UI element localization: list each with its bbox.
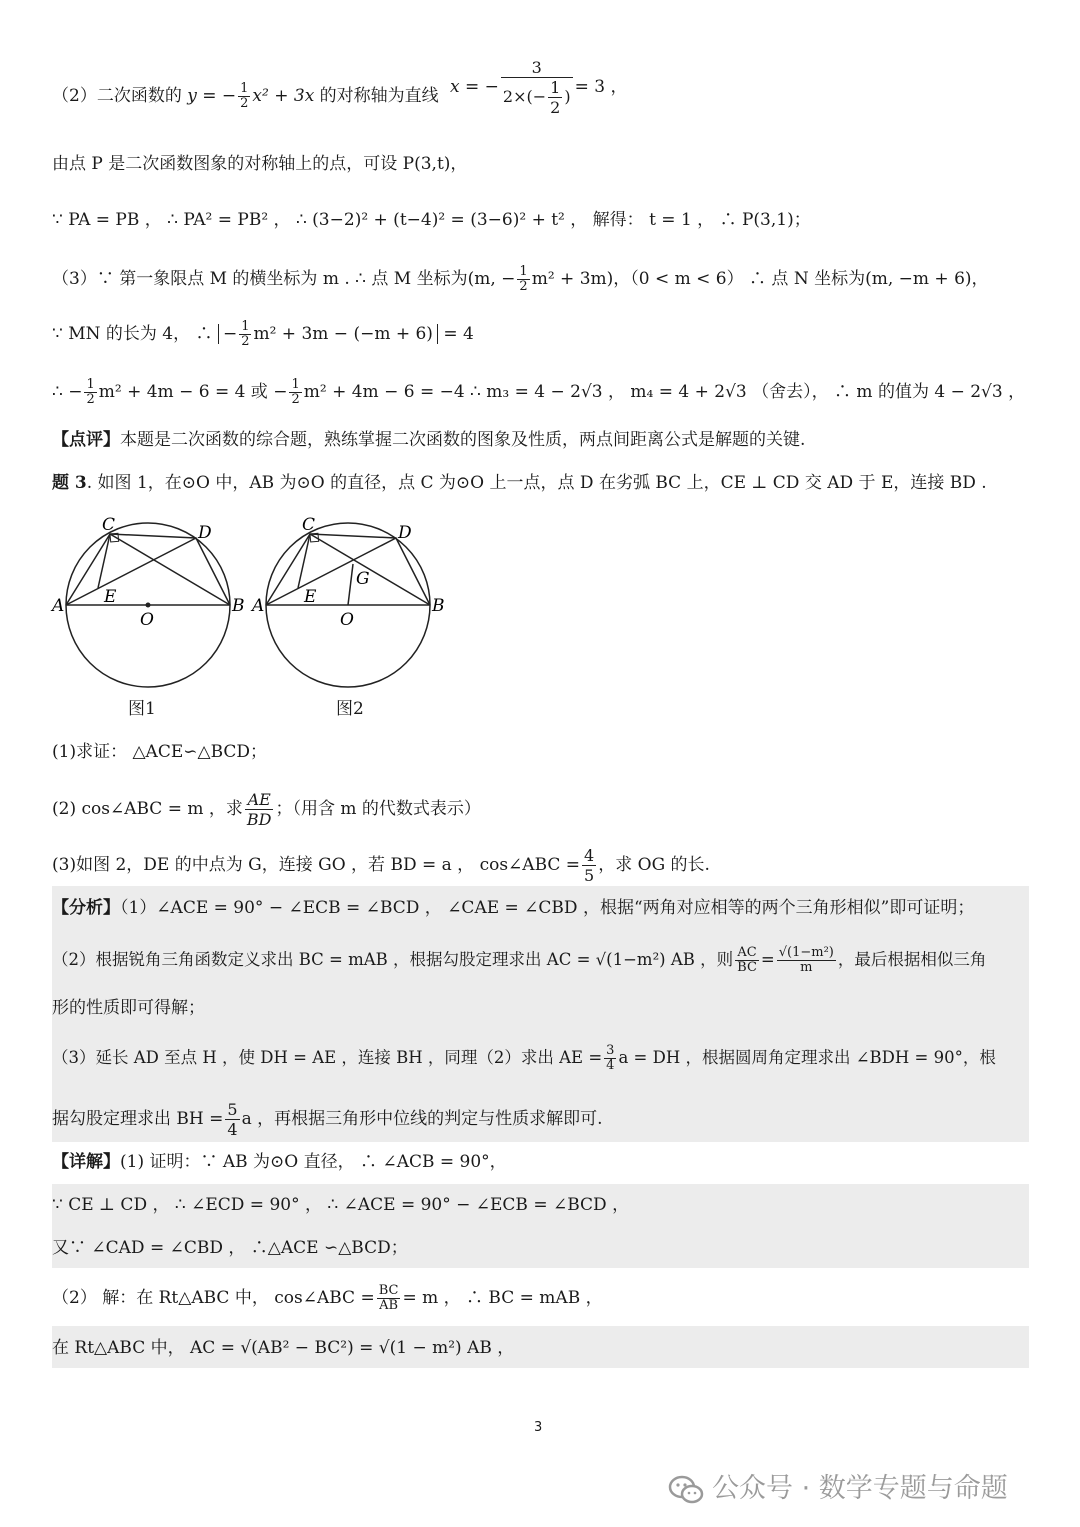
fraction: $\frac{BC}{AB}$: [378, 1283, 399, 1313]
comment-line: 【点评】本题是二次函数的综合题，熟练掌握二次函数的图象及性质，两点间距离公式是解题的关键.: [52, 430, 806, 450]
svg-text:A: A: [52, 596, 65, 616]
fraction: $\frac{1}{2}$: [86, 377, 95, 407]
analysis-line5: 据勾股定理求出 BH = $\frac{5}{4}$ a ，再根据三角形中位线的判定与性质求解即可.: [52, 1100, 603, 1139]
fraction: $\frac{1}{2}$: [241, 319, 250, 349]
sec3-line1: （3）∵ 第一象限点 M 的横坐标为 m . ∴ 点 M 坐标为(m, − $\frac{1}{2}$ m² + 3m)，（0 < m < 6） ∴ 点 N 坐标为(m, −m + 6)，: [52, 264, 989, 294]
svg-text:O: O: [140, 610, 154, 630]
fraction: $\frac{AE}{BD}$: [246, 790, 272, 829]
analysis-line1: 【分析】（1）∠ACE = 90° − ∠ECB = ∠BCD ， ∠CAE = ∠CBD ，根据“两角对应相等的两个三角形相似”即可证明；: [52, 898, 975, 918]
svg-text:B: B: [432, 596, 445, 616]
segment-ce: [298, 534, 310, 588]
svg-text:C: C: [102, 515, 116, 535]
detail-line2: ∵ CE ⊥ CD ， ∴ ∠ECD = 90° ， ∴ ∠ACE = 90° − ∠ECB = ∠BCD ，: [52, 1195, 630, 1215]
svg-text:O: O: [340, 610, 354, 630]
svg-text:E: E: [304, 587, 317, 607]
svg-text:D: D: [198, 523, 212, 543]
fraction: $\frac{AC}{BC}$: [737, 945, 757, 975]
quad-acdb: [66, 534, 230, 605]
svg-text:B: B: [232, 596, 245, 616]
fraction: $\frac{3}{4}$: [606, 1043, 615, 1073]
quad-acdb: [266, 534, 430, 605]
detail-line3: 又∵ ∠CAD = ∠CBD ， ∴△ACE ∽△BCD；: [52, 1238, 408, 1258]
fraction: $\frac{4}{5}$: [584, 846, 595, 885]
figure-2-caption: 图2: [336, 699, 364, 719]
watermark: 公众号 · 数学专题与命题: [668, 1466, 1008, 1505]
fraction: $\frac{1}{2}$: [519, 264, 528, 294]
wechat-icon: [668, 1475, 704, 1505]
svg-text:C: C: [302, 515, 316, 535]
fraction: $\frac{1}{2}$: [240, 81, 249, 111]
svg-text:D: D: [398, 523, 412, 543]
analysis-line2: （2）根据锐角三角函数定义求出 BC = mAB ，根据勾股定理求出 AC = √(1−m²) AB ，则 $\frac{AC}{BC}$ = $\frac{\text{√(1−m²)}}{m}$ ，最后根据相似三角: [52, 945, 987, 975]
figure-1-caption: 图1: [128, 699, 156, 719]
analysis-line3: 形的性质即可得解；: [52, 998, 205, 1018]
detail-line1: 【详解】(1) 证明：∵ AB 为⊙O 直径， ∴ ∠ACB = 90°，: [52, 1152, 507, 1172]
segment-og: [348, 564, 353, 605]
center-o: [146, 603, 151, 608]
problem3-line: 题 3. 如图 1，在⊙O 中，AB 为⊙O 的直径，点 C 为⊙O 上一点，点 D 在劣弧 BC 上，CE ⊥ CD 交 AD 于 E，连接 BD .: [52, 473, 987, 493]
fraction: $\frac{5}{4}$: [227, 1100, 238, 1139]
figure-2: [250, 515, 445, 687]
segment-ce: [98, 534, 110, 588]
page-number: 3: [534, 1420, 543, 1435]
sec3-line3: ∴ − $\frac{1}{2}$ m² + 4m − 6 = 4 或 − $\frac{1}{2}$ m² + 4m − 6 = −4 ∴ m₃ = 4 − 2√3 ， m₄ = 4 + 2√3 （舍去）， ∴ m 的值为 4 − 2√3 ，: [52, 377, 1026, 407]
sec3-line2: ∵ MN 的长为 4， ∴ − $\frac{1}{2}$ m² + 3m − (−m + 6) = 4: [52, 319, 474, 349]
svg-text:A: A: [252, 596, 265, 616]
sec2-line3: ∵ PA = PB ， ∴ PA² = PB² ， ∴ (3−2)² + (t−4)² = (3−6)² + t² ， 解得： t = 1 ， ∴ P(3,1)；: [52, 210, 811, 230]
figure-1: [50, 515, 245, 687]
analysis-line4: （3）延长 AD 至点 H ，使 DH = AE ，连接 BH ，同理（2）求出 AE = $\frac{3}{4}$ a = DH ，根据圆周角定理求出 ∠BDH = 90°，根: [52, 1043, 996, 1073]
axis-formula: x = − 3 2×(− $\frac{1}{2}$ ) = 3 ，: [450, 58, 628, 117]
svg-text:E: E: [104, 587, 117, 607]
sec2-line1: （2）二次函数的 y = − $\frac{1}{2}$ x² + 3x 的对称轴为直线: [52, 81, 439, 111]
svg-text:G: G: [356, 569, 370, 589]
fraction: $\frac{1}{2}$: [291, 377, 300, 407]
detail-line5: 在 Rt△ABC 中， AC = √(AB² − BC²) = √(1 − m²) AB ，: [52, 1338, 515, 1358]
geometry-figures: [50, 512, 460, 692]
sec2-line2: 由点 P 是二次函数图象的对称轴上的点，可设 P(3,t)，: [52, 154, 468, 174]
question-2: (2) cos∠ABC = m ，求 $\frac{AE}{BD}$ ；（用含 m 的代数式表示）: [52, 790, 481, 829]
question-1: (1)求证： △ACE∽△BCD；: [52, 742, 268, 762]
question-3: (3)如图 2，DE 的中点为 G，连接 GO ，若 BD = a ， cos∠ABC = $\frac{4}{5}$ ，求 OG 的长.: [52, 846, 710, 885]
fraction: 3 2×(− $\frac{1}{2}$ ): [502, 58, 571, 117]
fraction: $\frac{\text{√(1−m²)}}{m}$: [778, 945, 834, 975]
detail-line4: （2） 解：在 Rt△ABC 中， cos∠ABC = $\frac{BC}{AB}$ = m ， ∴ BC = mAB ，: [52, 1283, 603, 1313]
